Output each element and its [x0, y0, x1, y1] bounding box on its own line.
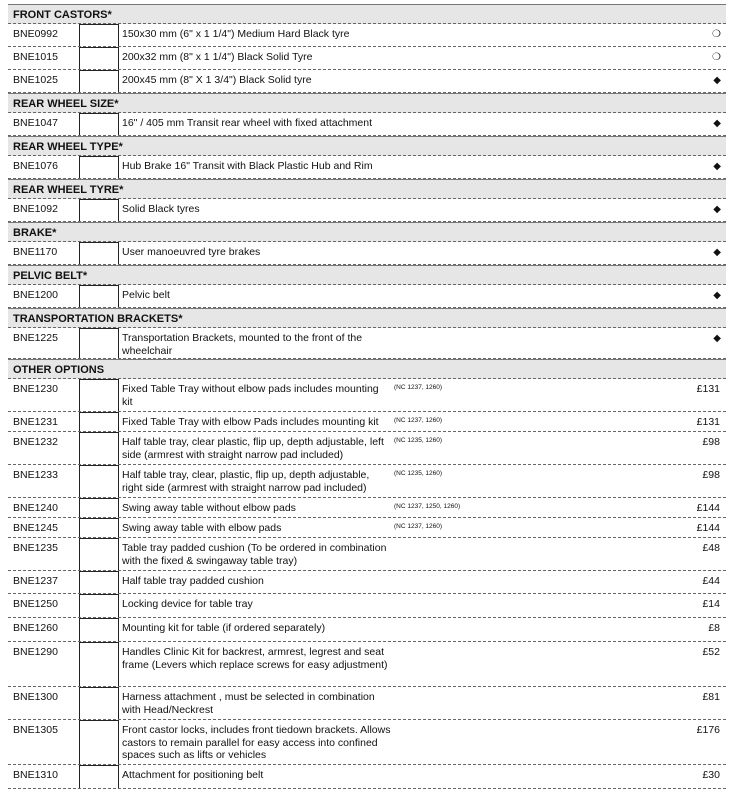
price: £48 — [702, 542, 720, 554]
table-row — [8, 642, 726, 687]
quantity-box[interactable] — [79, 328, 119, 358]
quantity-box[interactable] — [79, 465, 119, 497]
price: £52 — [702, 646, 720, 658]
product-code: BNE1310 — [13, 769, 58, 781]
product-description: Swing away table without elbow pads — [122, 502, 296, 514]
standard-diamond-icon: ◆ — [713, 290, 721, 301]
quantity-box[interactable] — [79, 199, 119, 221]
table-row — [8, 24, 726, 47]
price: £81 — [702, 691, 720, 703]
section-header: OTHER OPTIONS — [8, 359, 726, 379]
price: £8 — [708, 622, 720, 634]
product-code: BNE1233 — [13, 469, 58, 481]
product-description: Swing away table with elbow pads — [122, 522, 282, 534]
product-code: BNE1225 — [13, 332, 58, 344]
table-row — [8, 242, 726, 265]
product-description: Half table tray, clear plastic, flip up, depth adjustable, left side (armrest with straight narrow pad included) — [122, 436, 384, 461]
product-description: 200x45 mm (8" X 1 3/4") Black Solid tyre — [122, 74, 312, 86]
product-code: BNE1260 — [13, 622, 58, 634]
table-row — [8, 765, 726, 789]
not-compatible-note: (NC 1237, 1250, 1260) — [394, 503, 461, 510]
table-row — [8, 687, 726, 720]
price: £98 — [702, 436, 720, 448]
product-description: Half table tray, clear, plastic, flip up, depth adjustable, right side (armrest with straight narrow pad included) — [122, 469, 370, 494]
product-code: BNE1232 — [13, 436, 58, 448]
price: £176 — [696, 724, 720, 736]
standard-diamond-icon: ◆ — [713, 75, 721, 86]
option-circle-icon: ❍ — [712, 52, 721, 63]
table-row — [8, 113, 726, 136]
product-description: Fixed Table Tray without elbow pads includes mounting kit — [122, 383, 379, 408]
product-description: Hub Brake 16" Transit with Black Plastic Hub and Rim — [122, 160, 373, 172]
product-code: BNE1092 — [13, 203, 58, 215]
product-description: 200x32 mm (8" x 1 1/4") Black Solid Tyre — [122, 51, 313, 63]
quantity-box[interactable] — [79, 242, 119, 264]
table-row — [8, 328, 726, 359]
product-description: User manoeuvred tyre brakes — [122, 246, 261, 258]
table-row — [8, 70, 726, 93]
product-code: BNE1290 — [13, 646, 58, 658]
product-code: BNE1230 — [13, 383, 58, 395]
price: £131 — [696, 383, 720, 395]
quantity-box[interactable] — [79, 432, 119, 464]
not-compatible-note: (NC 1237, 1260) — [394, 384, 443, 391]
option-circle-icon: ❍ — [712, 29, 721, 40]
quantity-box[interactable] — [79, 720, 119, 764]
product-description: Locking device for table tray — [122, 598, 253, 610]
table-row — [8, 594, 726, 618]
section-header: FRONT CASTORS* — [8, 4, 726, 24]
table-row — [8, 199, 726, 222]
table-row — [8, 412, 726, 432]
product-description: Harness attachment , must be selected in combination with Head/Neckrest — [122, 691, 375, 716]
table-row — [8, 518, 726, 538]
quantity-box[interactable] — [79, 24, 119, 46]
section-header: REAR WHEEL TYPE* — [8, 136, 726, 156]
product-description: 150x30 mm (6" x 1 1/4") Medium Hard Black tyre — [122, 28, 350, 40]
table-row — [8, 47, 726, 70]
price: £131 — [696, 416, 720, 428]
product-description: Fixed Table Tray with elbow Pads includes mounting kit — [122, 416, 379, 428]
standard-diamond-icon: ◆ — [713, 204, 721, 215]
table-row — [8, 156, 726, 179]
section-header: PELVIC BELT* — [8, 265, 726, 285]
price: £44 — [702, 575, 720, 587]
product-code: BNE1300 — [13, 691, 58, 703]
product-code: BNE1076 — [13, 160, 58, 172]
quantity-box[interactable] — [79, 412, 119, 431]
price: £144 — [696, 522, 720, 534]
product-description: Pelvic belt — [122, 289, 170, 301]
quantity-box[interactable] — [79, 379, 119, 411]
not-compatible-note: (NC 1235, 1260) — [394, 470, 443, 477]
product-description: Solid Black tyres — [122, 203, 200, 215]
product-description: Attachment for positioning belt — [122, 769, 264, 781]
quantity-box[interactable] — [79, 642, 119, 686]
not-compatible-note: (NC 1237, 1260) — [394, 523, 443, 530]
quantity-box[interactable] — [79, 47, 119, 69]
table-row — [8, 432, 726, 465]
section-header: REAR WHEEL SIZE* — [8, 93, 726, 113]
section-header: REAR WHEEL TYRE* — [8, 179, 726, 199]
price: £144 — [696, 502, 720, 514]
product-code: BNE1231 — [13, 416, 58, 428]
quantity-box[interactable] — [79, 687, 119, 719]
product-code: BNE1237 — [13, 575, 58, 587]
product-description: Handles Clinic Kit for backrest, armrest, legrest and seat frame (Levers which replace screws for easy adjustment) — [122, 646, 388, 671]
not-compatible-note: (NC 1235, 1260) — [394, 437, 443, 444]
product-description: Half table tray padded cushion — [122, 575, 264, 587]
product-description: Mounting kit for table (if ordered separately) — [122, 622, 326, 634]
product-code: BNE1047 — [13, 117, 58, 129]
table-row — [8, 720, 726, 765]
quantity-box[interactable] — [79, 70, 119, 92]
price: £30 — [702, 769, 720, 781]
quantity-box[interactable] — [79, 285, 119, 307]
product-code: BNE0992 — [13, 28, 58, 40]
quantity-box[interactable] — [79, 618, 119, 641]
quantity-box[interactable] — [79, 571, 119, 593]
quantity-box[interactable] — [79, 538, 119, 570]
table-row — [8, 285, 726, 308]
table-row — [8, 498, 726, 518]
product-code: BNE1025 — [13, 74, 58, 86]
product-description: Table tray padded cushion (To be ordered in combination with the fixed & swingaway table tray) — [122, 542, 387, 567]
product-code: BNE1170 — [13, 246, 58, 258]
standard-diamond-icon: ◆ — [713, 247, 721, 258]
product-description: 16" / 405 mm Transit rear wheel with fixed attachment — [122, 117, 373, 129]
product-code: BNE1235 — [13, 542, 58, 554]
quantity-box[interactable] — [79, 156, 119, 178]
product-code: BNE1240 — [13, 502, 58, 514]
product-description: Front castor locks, includes front tiedown brackets. Allows castors to remain parallel for easy access into confined spaces such as lifts or vehicles — [122, 724, 391, 761]
product-code: BNE1200 — [13, 289, 58, 301]
product-code: BNE1015 — [13, 51, 58, 63]
product-code: BNE1305 — [13, 724, 58, 736]
not-compatible-note: (NC 1237, 1260) — [394, 417, 443, 424]
standard-diamond-icon: ◆ — [713, 333, 721, 344]
table-row — [8, 465, 726, 498]
product-code: BNE1250 — [13, 598, 58, 610]
table-row — [8, 379, 726, 412]
standard-diamond-icon: ◆ — [713, 161, 721, 172]
section-header: TRANSPORTATION BRACKETS* — [8, 308, 726, 328]
standard-diamond-icon: ◆ — [713, 118, 721, 129]
quantity-box[interactable] — [79, 765, 119, 788]
quantity-box[interactable] — [79, 518, 119, 537]
table-row — [8, 571, 726, 594]
table-row — [8, 618, 726, 642]
price: £98 — [702, 469, 720, 481]
price: £14 — [702, 598, 720, 610]
product-description: Transportation Brackets, mounted to the front of the wheelchair — [122, 332, 363, 357]
quantity-box[interactable] — [79, 498, 119, 517]
table-row — [8, 538, 726, 571]
quantity-box[interactable] — [79, 113, 119, 135]
product-code: BNE1245 — [13, 522, 58, 534]
section-header: BRAKE* — [8, 222, 726, 242]
quantity-box[interactable] — [79, 594, 119, 617]
